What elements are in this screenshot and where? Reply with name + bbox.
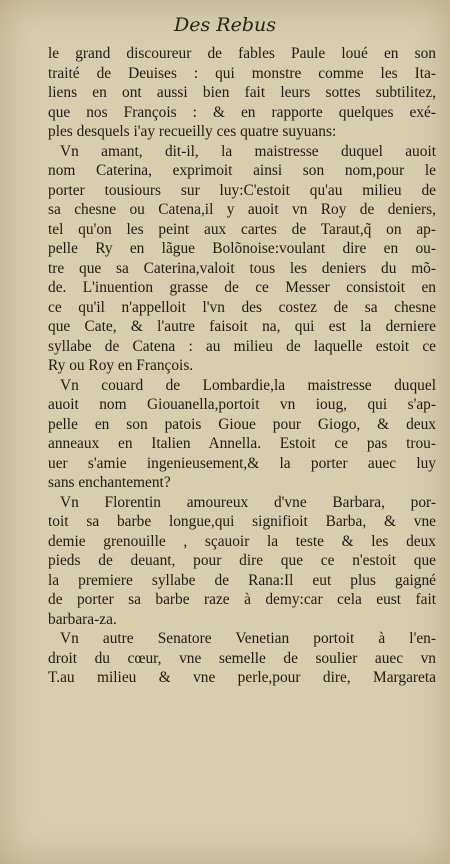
text-line: pelle Ry en lãgue Bolõnoise:voulant dire en ou- [48,240,436,257]
text-line: de porter sa barbe raze à demy:car cela eust fait [48,591,436,608]
text-line: barbara-za. [48,610,117,628]
text-line: uer s'amie ingenieusement,& la porter auec luy [48,454,436,472]
text-line: tre que sa Caterina,valoit tous les deniers du mõ- [48,259,436,277]
text-line: toit sa barbe longue,qui signifioit Barba, & vne [48,513,436,530]
text-line: que nos François : & en rapporte quelques exé- [48,103,436,121]
text-line: nom Caterina, exprimoit ainsi son nom,pour le [48,162,436,179]
body-text [48,44,436,688]
text-line: traité de Deuises : qui monstre comme les Ita- [48,64,436,82]
text-line: ce qu'il n'appelloit l'vn des costez de sa chesne [48,298,436,316]
text-line: ples desquels i'ay recueilly ces quatre suyuans: [48,123,337,140]
text-line: sans enchantement? [48,474,171,491]
running-head: Des Rebus [174,14,276,36]
text-line: T.au milieu & vne perle,pour dire, Margareta [48,669,436,686]
text-line: demie grenouille , sçauoir la teste & les deux [48,532,436,550]
text-line: syllabe de Catena : au milieu de laquelle estoit ce [48,337,436,355]
text-line: tel qu'on les peint aux cartes de Taraut,q̃ on ap- [48,220,436,238]
text-line: auoit nom Giouanella,portoit vn ioug, qui s'ap- [48,396,436,413]
text-line: Vn amant, dit-il, la maistresse duquel auoit [60,142,436,160]
text-line: porter tousiours sur luy:C'estoit qu'au milieu de [48,181,436,199]
text-line: la premiere syllabe de Rana:Il eut plus gaigné [48,571,436,589]
text-line: Vn couard de Lombardie,la maistresse duquel [60,376,436,394]
text-line: que Cate, & l'autre faisoit na, qui est la derniere [48,318,436,335]
text-line: droit du cœur, vne semelle de soulier auec vn [48,649,436,667]
text-line: Vn Florentin amoureux d'vne Barbara, por- [60,493,436,511]
text-line: sa chesne ou Catena,il y auoit vn Roy de deniers, [48,201,436,218]
text-line: liens en ont aussi bien fait leurs sottes subtilitez, [48,84,436,101]
text-line: Vn autre Senatore Venetian portoit à l'en- [60,630,436,647]
text-line: anneaux en Italien Annella. Estoit ce pas trou- [48,435,436,452]
text-line: le grand discoureur de fables Paule loué en son [48,45,436,62]
text-line: de. L'inuention grasse de ce Messer consistoit en [48,279,436,296]
text-line: Ry ou Roy en François. [48,357,194,374]
text-line: pelle en son patois Gioue pour Giogo, & deux [48,415,436,433]
text-line: pieds de deuant, pour dire que ce n'estoit que [48,552,436,569]
